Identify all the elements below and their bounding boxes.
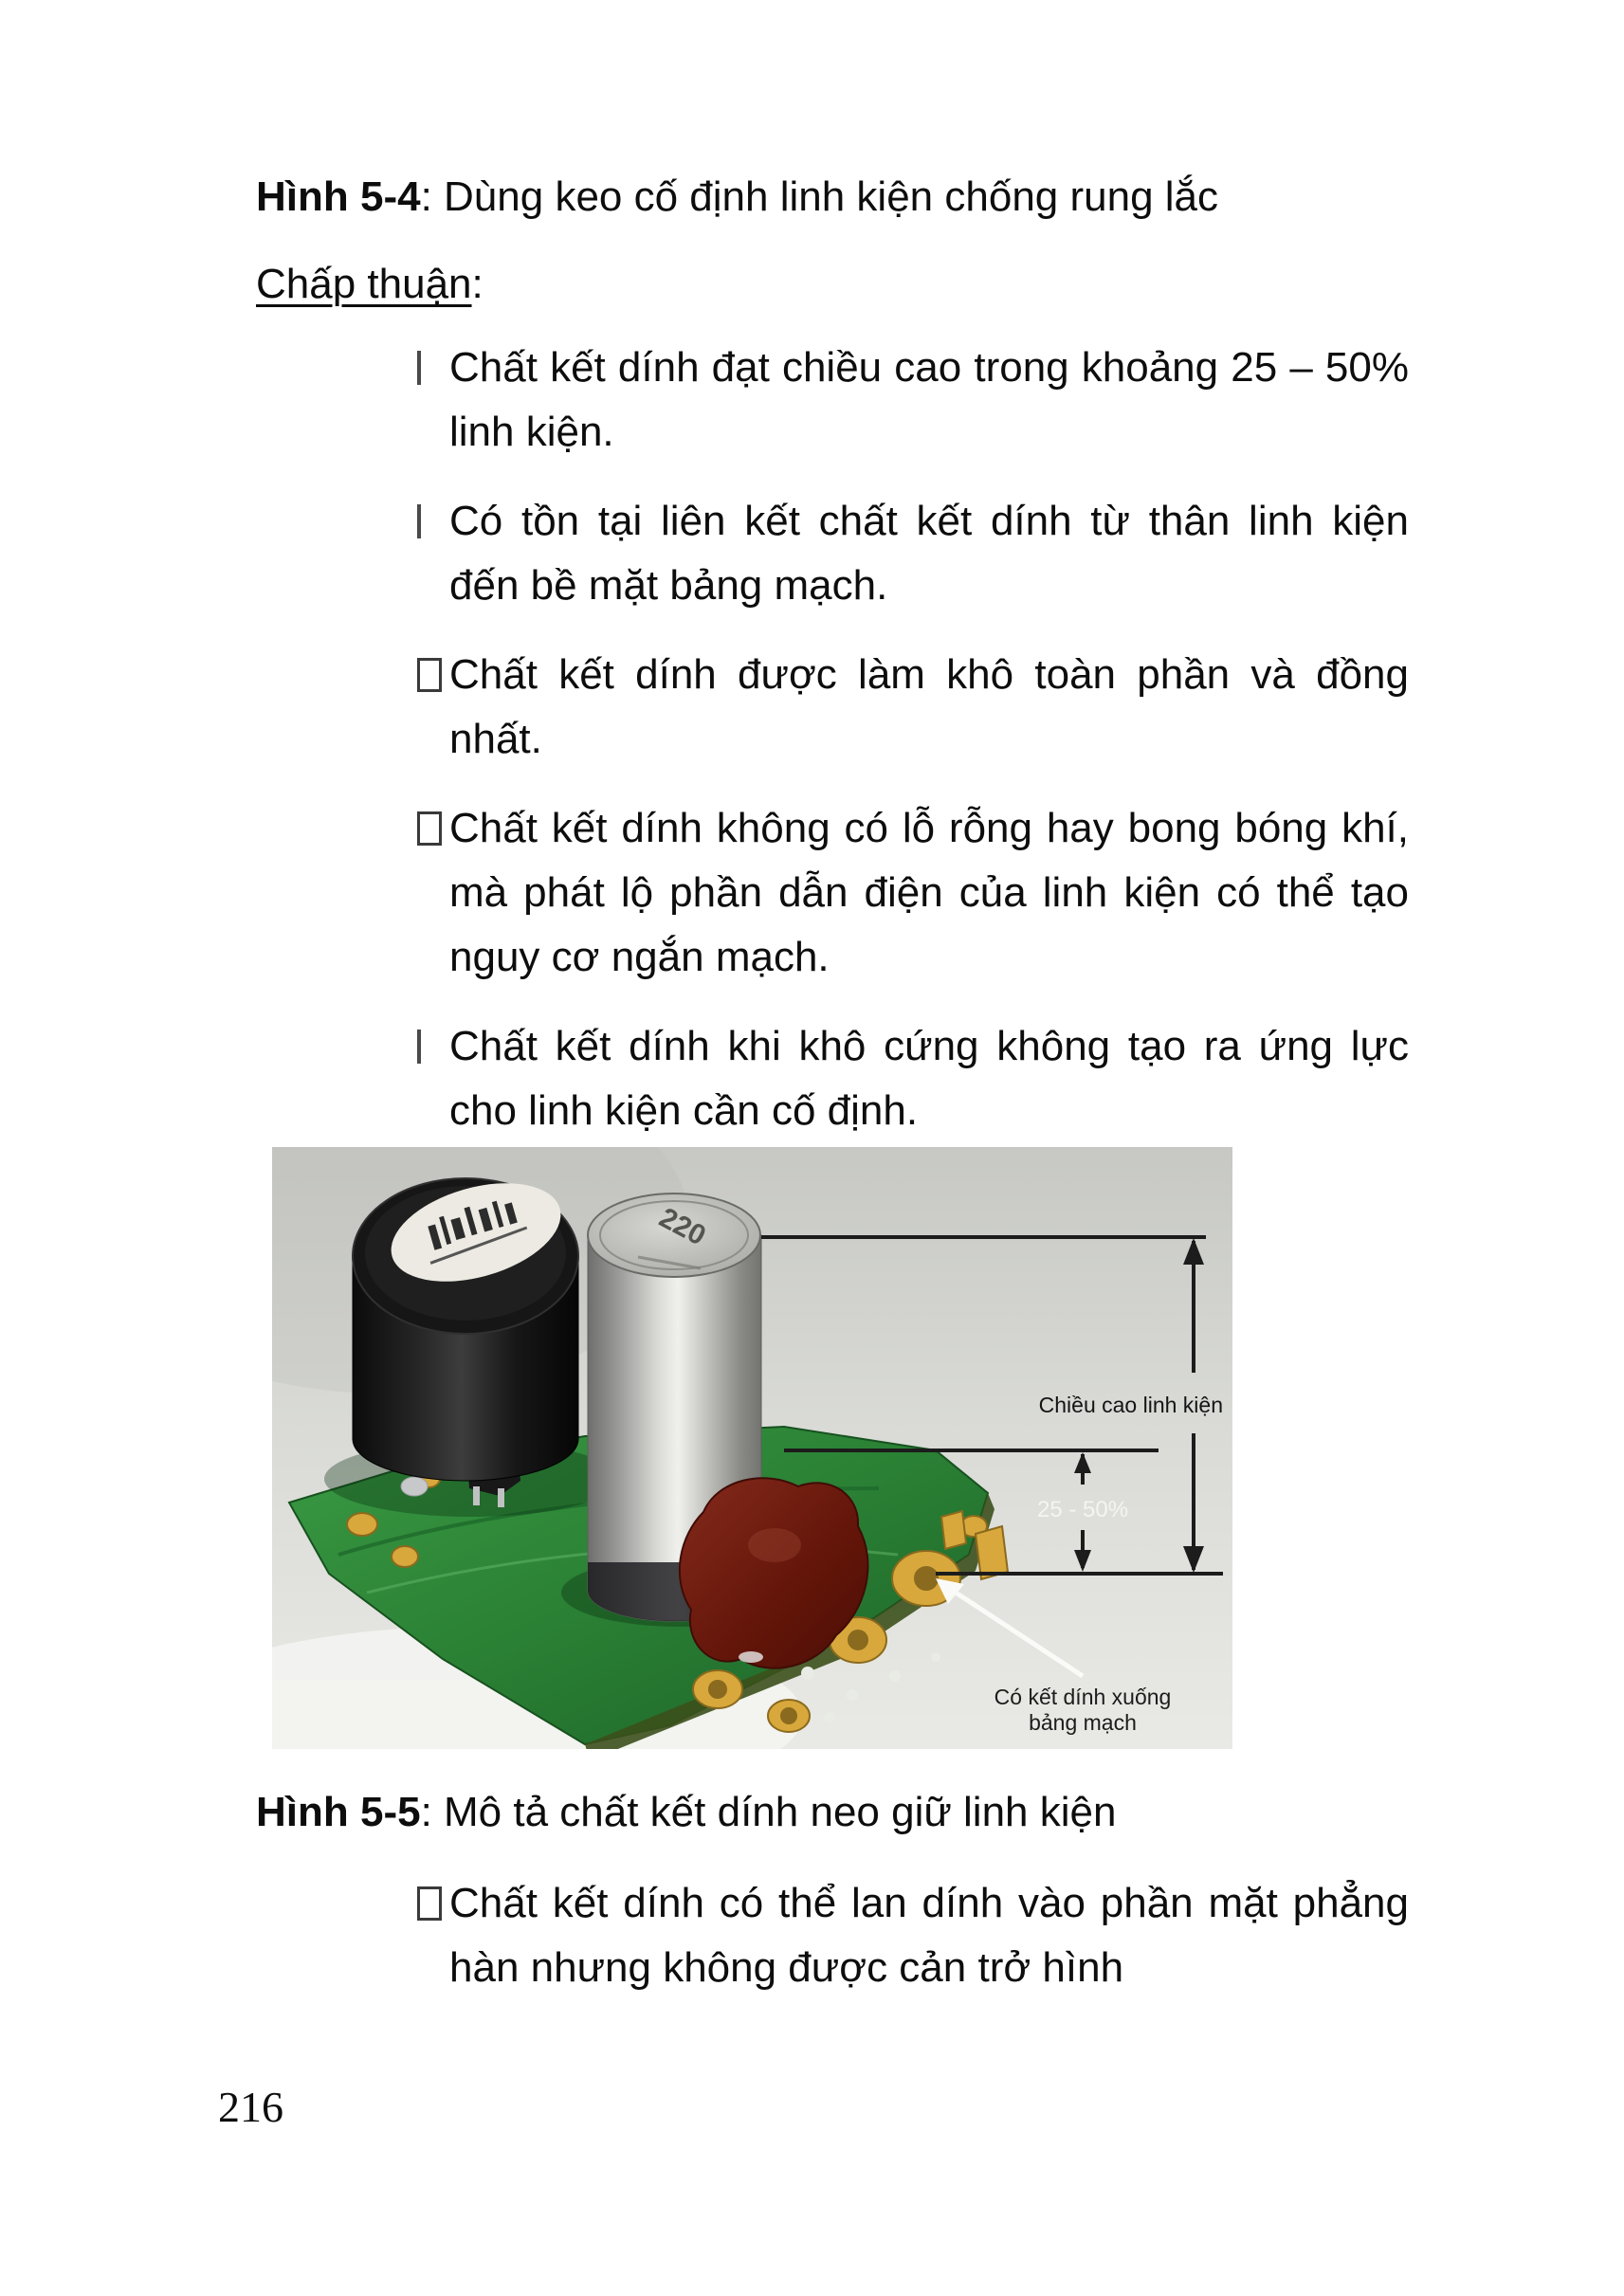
list-item	[417, 643, 1409, 772]
figure-5-4-label: Hình 5-4	[256, 173, 421, 220]
list-item	[417, 336, 1409, 465]
list-item-text: Chất kết dính khi khô cứng không tạo ra ứng lực cho linh kiện cần cố định.	[449, 1023, 1409, 1134]
section-heading-underlined: Chấp thuận	[256, 261, 472, 307]
list-item	[417, 1871, 1409, 2000]
page-number: 216	[218, 2083, 283, 2131]
pcb-adhesive-photo	[272, 1147, 1232, 1749]
figure-5-4-text: : Dùng keo cố định linh kiện chống rung lắc	[420, 173, 1219, 220]
adhesive-note-line1: Có kết dính xuống	[994, 1685, 1172, 1709]
bullet-square-icon	[417, 1886, 442, 1921]
figure-5-5-caption	[256, 1786, 1116, 1839]
acceptance-bullet-list	[417, 336, 1409, 1168]
black-inductor	[353, 1165, 578, 1481]
list-item-text: Chất kết dính được làm khô toàn phần và đồng nhất.	[449, 651, 1409, 762]
continuation-bullet-list	[417, 1871, 1409, 2025]
capacitor-marking: 220	[653, 1201, 711, 1252]
list-item-text: Chất kết dính có thể lan dính vào phần mặt phẳng hàn nhưng không được cản trở hình	[449, 1880, 1409, 1991]
bullet-bar-icon	[417, 1030, 421, 1064]
adhesive-note-line2: bảng mạch	[1029, 1710, 1137, 1735]
list-item-text: Chất kết dính đạt chiều cao trong khoảng 25 – 50% linh kiện.	[449, 344, 1409, 455]
bullet-bar-icon	[417, 351, 421, 385]
bullet-bar-icon	[417, 504, 421, 538]
figure-5-5-text: : Mô tả chất kết dính neo giữ linh kiện	[420, 1789, 1117, 1835]
percent-range-label: 25 - 50%	[1036, 1497, 1129, 1522]
section-heading	[256, 258, 484, 311]
bullet-square-icon	[417, 811, 442, 846]
section-heading-colon: :	[471, 261, 484, 307]
list-item	[417, 489, 1409, 618]
figure-5-5-label: Hình 5-5	[256, 1789, 421, 1835]
figure-5-4-caption	[256, 171, 1218, 224]
component-height-label: Chiều cao linh kiện	[1038, 1393, 1223, 1417]
list-item	[417, 796, 1409, 990]
pcb-photo-illustration	[272, 1147, 1232, 1749]
list-item-text: Chất kết dính không có lỗ rỗng hay bong bóng khí, mà phát lộ phần dẫn điện của linh kiện có thể tạo nguy cơ ngắn mạch.	[449, 805, 1409, 980]
list-item-text: Có tồn tại liên kết chất kết dính từ thân linh kiện đến bề mặt bảng mạch.	[449, 498, 1409, 609]
bullet-square-icon	[417, 658, 442, 692]
list-item	[417, 1014, 1409, 1143]
